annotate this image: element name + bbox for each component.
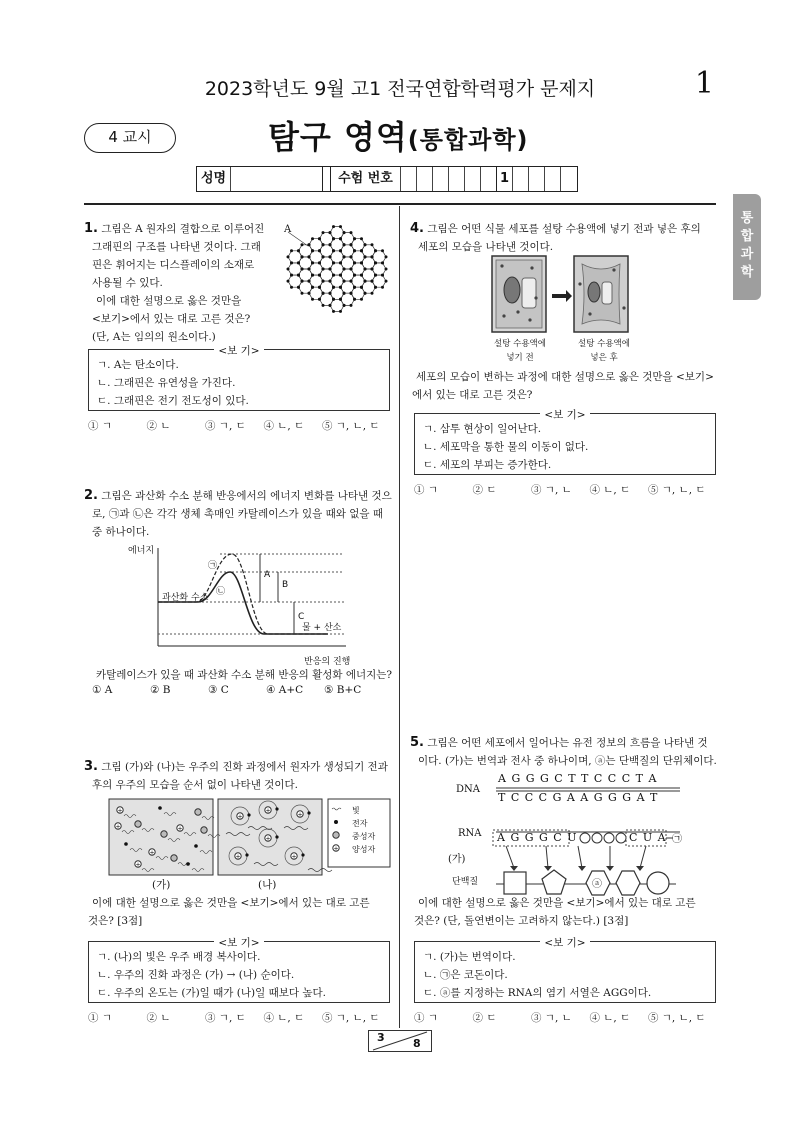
- graphene-figure: A: [282, 224, 392, 314]
- plant-cell-figure: [490, 254, 630, 334]
- marker-label: ㉠: [672, 834, 682, 845]
- choice-3[interactable]: ③ ㄱ, ㄴ: [530, 1012, 572, 1024]
- choice-4[interactable]: ④ ㄴ, ㄷ: [589, 484, 631, 496]
- choice-1[interactable]: ① A: [92, 684, 113, 696]
- legend-electron: 전자: [352, 819, 368, 828]
- legend-neutron: 중성자: [352, 832, 376, 841]
- monomer-label: ⓐ: [592, 879, 602, 890]
- q3-question: 이에 대한 설명으로 옳은 것만을 <보기>에서 있는 대로 고른 것은? [3점]: [88, 897, 370, 927]
- choice-5[interactable]: ⑤ ㄱ, ㄴ, ㄷ: [321, 420, 380, 432]
- gene-expression-figure: [448, 772, 688, 898]
- exam-digit-box[interactable]: [481, 167, 497, 191]
- dna-top-strand: A G G G C T T C C C T A: [498, 772, 658, 785]
- q5-bogi-box: <보 기> ㄱ. (가)는 번역이다. ㄴ. ㉠은 코돈이다. ㄷ. ⓐ를 지정하는 RNA의 염기 서열은 AGG이다.: [414, 941, 716, 1003]
- q2-question: 카탈레이스가 있을 때 과산화 수소 분해 반응의 활성화 에너지는?: [96, 669, 393, 681]
- svg-text:+: +: [333, 845, 339, 853]
- q3-bogi-box: <보 기> ㄱ. (나)의 빛은 우주 배경 복사이다. ㄴ. 우주의 진화 과정은 (가) → (나) 순이다. ㄷ. 우주의 온도는 (가)일 때가 (나)일 때보다 높다.: [88, 941, 390, 1003]
- choice-4[interactable]: ④ A+C: [266, 684, 304, 696]
- choice-1[interactable]: ① ㄱ: [88, 1012, 112, 1024]
- legend-light: 빛: [352, 806, 360, 815]
- svg-text:+: +: [149, 849, 155, 857]
- exam-number-label: 수험 번호: [331, 167, 401, 191]
- process-label: (가): [448, 854, 466, 865]
- exam-digit-box[interactable]: [513, 167, 529, 191]
- current-page: 3: [377, 1031, 385, 1044]
- svg-text:+: +: [135, 861, 141, 869]
- rna-sequence: A G G G C U: [497, 831, 578, 844]
- exam-title: 2023학년도 9월 고1 전국연합학력평가 문제지: [204, 78, 596, 100]
- question-4-text: 4. 그림은 어떤 식물 세포를 설탕 수용액에 넣기 전과 넣은 후의 세포의 모습을 나타낸 것이다.: [410, 221, 701, 253]
- graphene-lattice: [282, 224, 392, 314]
- svg-text:+: +: [237, 813, 243, 821]
- question-3-text: 3. 그림 (가)와 (나)는 우주의 진화 과정에서 원자가 생성되기 전과 후의 우주의 모습을 순서 없이 나타낸 것이다.: [84, 759, 388, 791]
- reactant-label: 과산화 수소: [162, 593, 209, 603]
- exam-digit-box[interactable]: [449, 167, 465, 191]
- gap-b-label: B: [282, 580, 289, 590]
- exam-digit-box[interactable]: [401, 167, 417, 191]
- question-1-text: 1. 그림은 A 원자의 결합으로 이루어진 그래핀의 구조를 나타낸 것이다. 그래 핀은 휘어지는 디스플레이의 소재로 사용될 수 있다. 이에 대한 설명으로 옳은 것만을 <보기>에서 있는 대로 고른 것은? (단, A는 임의의 원소이다.): [84, 221, 265, 343]
- exam-digit-box[interactable]: [529, 167, 545, 191]
- dna-label: DNA: [456, 784, 480, 795]
- legend-proton: 양성자: [352, 845, 376, 854]
- choice-4[interactable]: ④ ㄴ, ㄷ: [263, 420, 305, 432]
- subject-title: [268, 112, 528, 158]
- choice-2[interactable]: ② ㄷ: [472, 484, 497, 496]
- x-axis-label: 반응의 진행: [304, 657, 351, 667]
- subject-main: 탐구 영역: [268, 118, 408, 156]
- svg-text:+: +: [235, 853, 241, 861]
- choice-1[interactable]: ① ㄱ: [414, 484, 438, 496]
- choice-1[interactable]: ① ㄱ: [88, 420, 112, 432]
- name-label: 성명: [197, 167, 231, 191]
- choice-2[interactable]: ② ㄴ: [146, 420, 171, 432]
- choice-3[interactable]: ③ C: [208, 684, 229, 696]
- page-number: 1: [694, 66, 714, 101]
- energy-graph-svg: [128, 540, 358, 668]
- id-table: [196, 166, 578, 192]
- particle-legend: [340, 804, 375, 856]
- caption-after: 설탕 수용액에 넣은 후: [578, 339, 630, 363]
- svg-text:+: +: [177, 825, 183, 833]
- q5-question: 이에 대한 설명으로 옳은 것만을 <보기>에서 있는 대로 고른 것은? (단, 돌연변이는 고려하지 않는다.) [3점]: [414, 897, 696, 927]
- q4-question: 세포의 모습이 변하는 과정에 대한 설명으로 옳은 것만을 <보기> 에서 있는 대로 고른 것은?: [412, 371, 714, 401]
- choice-2[interactable]: ② ㄴ: [146, 1012, 171, 1024]
- curve-2-label: ㉡: [216, 587, 226, 597]
- gap-a-label: A: [264, 570, 271, 580]
- question-5-text: 5. 그림은 어떤 세포에서 일어나는 유전 정보의 흐름을 나타낸 것 이다. (가)는 번역과 전사 중 하나이며, ⓐ는 단백질의 단위체이다.: [410, 735, 717, 767]
- choice-4[interactable]: ④ ㄴ, ㄷ: [589, 1012, 631, 1024]
- svg-text:+: +: [297, 811, 303, 819]
- choice-5[interactable]: ⑤ ㄱ, ㄴ, ㄷ: [321, 1012, 380, 1024]
- choice-1[interactable]: ① ㄱ: [414, 1012, 438, 1024]
- question-number: 1.: [84, 221, 98, 236]
- total-pages: 8: [413, 1037, 421, 1050]
- subject-sub: (통합과학): [407, 126, 529, 154]
- y-axis-label: 에너지: [128, 546, 155, 556]
- choice-5[interactable]: ⑤ ㄱ, ㄴ, ㄷ: [647, 484, 706, 496]
- svg-text:+: +: [115, 823, 121, 831]
- panel-a-label: (가): [152, 879, 171, 891]
- svg-text:+: +: [265, 807, 271, 815]
- page-indicator: [368, 1030, 432, 1052]
- choice-5[interactable]: ⑤ ㄱ, ㄴ, ㄷ: [647, 1012, 706, 1024]
- exam-digit-box[interactable]: [433, 167, 449, 191]
- q2-choices[interactable]: [92, 684, 382, 696]
- panel-b-label: (나): [258, 879, 277, 891]
- choice-4[interactable]: ④ ㄴ, ㄷ: [263, 1012, 305, 1024]
- q3-choices[interactable]: [88, 1010, 398, 1025]
- protein-label: 단백질: [452, 877, 479, 887]
- choice-5[interactable]: ⑤ B+C: [324, 684, 362, 696]
- exam-digit-box[interactable]: [545, 167, 561, 191]
- curve-1-label: ㉠: [208, 561, 218, 571]
- q1-choices[interactable]: [88, 418, 398, 433]
- session-badge: 4 교시: [84, 123, 176, 153]
- universe-figure: [108, 798, 392, 876]
- exam-digit-fixed: 1: [497, 167, 513, 191]
- rna-end-sequence: C U A: [629, 831, 667, 844]
- energy-graph: [128, 540, 358, 668]
- header-divider: [84, 203, 716, 205]
- q1-bogi-box: <보 기> ㄱ. A는 탄소이다. ㄴ. 그래핀은 유연성을 가진다. ㄷ. 그래핀은 전기 전도성이 있다.: [88, 349, 390, 411]
- choice-3[interactable]: ③ ㄱ, ㄴ: [530, 484, 572, 496]
- q5-choices[interactable]: [414, 1010, 724, 1025]
- q4-choices[interactable]: [414, 482, 724, 497]
- column-divider: [399, 206, 400, 1028]
- choice-2[interactable]: ② ㄷ: [472, 1012, 497, 1024]
- choice-3[interactable]: ③ ㄱ, ㄷ: [204, 420, 246, 432]
- svg-text:+: +: [265, 835, 271, 843]
- caption-before: 설탕 수용액에 넣기 전: [494, 339, 546, 363]
- exam-digit-box[interactable]: [465, 167, 481, 191]
- q4-bogi-box: <보 기> ㄱ. 삼투 현상이 일어난다. ㄴ. 세포막을 통한 물의 이동이 없다. ㄷ. 세포의 부피는 증가한다.: [414, 413, 716, 475]
- gap-c-label: C: [298, 612, 305, 622]
- svg-text:+: +: [291, 853, 297, 861]
- dna-bottom-strand: T C C C G A A G G G A T: [498, 791, 659, 804]
- subject-side-tab: 통 합 과 학: [733, 194, 761, 300]
- choice-3[interactable]: ③ ㄱ, ㄷ: [204, 1012, 246, 1024]
- product-label: 물 + 산소: [302, 623, 342, 633]
- choice-2[interactable]: ② B: [150, 684, 171, 696]
- question-2-text: 2. 그림은 과산화 수소 분해 반응에서의 에너지 변화를 나타낸 것으 로, ㉠과 ㉡은 각각 생체 촉매인 카탈레이스가 있을 때와 없을 때 중 하나이다.: [84, 488, 392, 538]
- exam-digit-box[interactable]: [417, 167, 433, 191]
- exam-digit-box[interactable]: [561, 167, 577, 191]
- name-field[interactable]: [231, 167, 323, 191]
- svg-text:+: +: [117, 807, 123, 815]
- plant-cell-svg: [490, 254, 630, 334]
- rna-label: RNA: [458, 828, 482, 839]
